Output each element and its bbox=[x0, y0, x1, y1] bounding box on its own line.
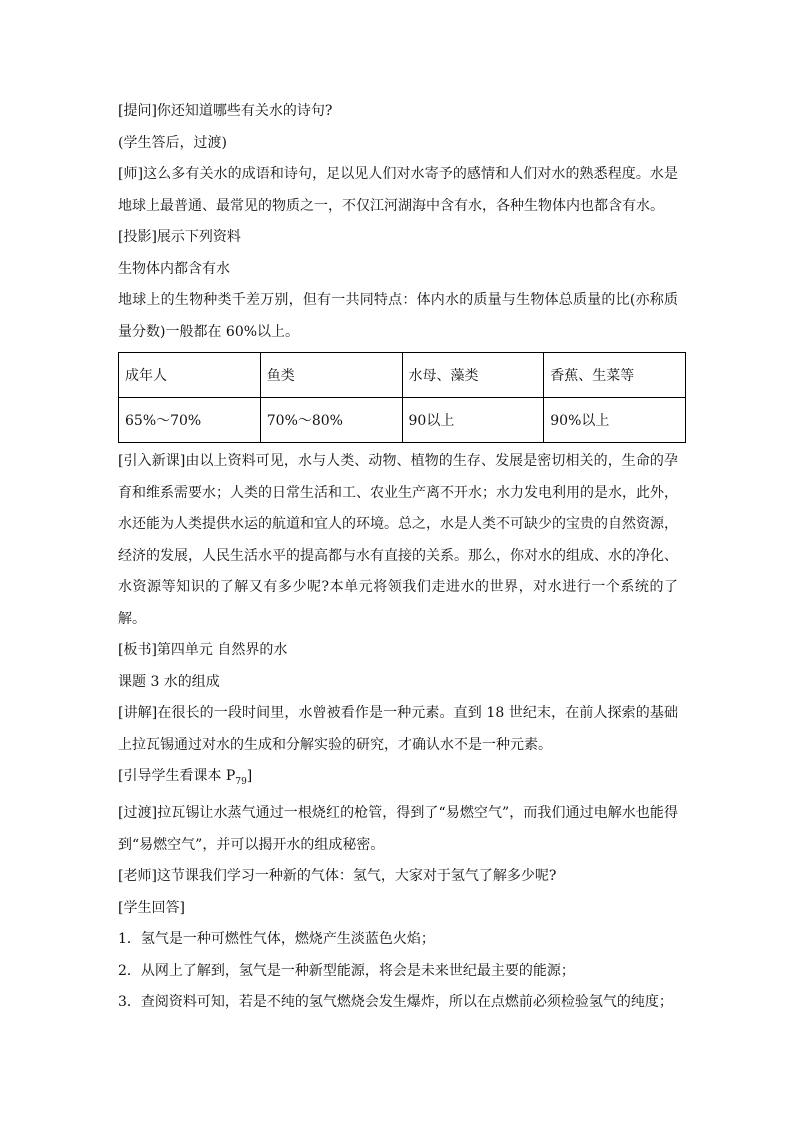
table-cell: 鱼类 bbox=[260, 353, 402, 398]
page-number: 79 bbox=[235, 776, 247, 787]
material-title: 生物体内都含有水 bbox=[118, 260, 230, 277]
answer-item-2: 2．从网上了解到，氢气是一种新型能源，将会是未来世纪最主要的能源； bbox=[118, 962, 575, 979]
student-answer-heading: [学生回答] bbox=[118, 899, 185, 916]
board-unit-title: [板书]第四单元 自然界的水 bbox=[118, 642, 288, 658]
document-body bbox=[118, 96, 688, 1019]
textbook-guide-text: [引导学生看课本 P bbox=[118, 768, 236, 784]
teacher-paragraph: [师]这么多有关水的成语和诗句，足以见人们对水寄予的感情和人们对水的熟悉程度。水是地球上最普通、最常见的物质之一，不仅江河湖海中含有水，各种生物体内也都含有水。 bbox=[118, 166, 678, 214]
teacher-question-line: [老师]这节课我们学习一种新的气体：氢气，大家对于氢气了解多少呢? bbox=[118, 868, 557, 885]
answer-item-1: 1．氢气是一种可燃性气体，燃烧产生淡蓝色火焰； bbox=[118, 931, 435, 948]
transition-note: (学生答后，过渡) bbox=[118, 134, 227, 151]
table-cell: 65%～70% bbox=[119, 398, 261, 443]
table-cell: 香蕉、生菜等 bbox=[544, 353, 686, 398]
table-cell: 水母、藻类 bbox=[402, 353, 544, 398]
textbook-guide-line bbox=[118, 761, 688, 798]
lesson-title: 课题 3 水的组成 bbox=[118, 673, 220, 690]
table-cell: 90以上 bbox=[402, 398, 544, 443]
lecture-paragraph: [讲解]在很长的一段时间里，水曾被看作是一种元素。直到 18 世纪末，在前人探索的基础上拉瓦锡通过对水的生成和分解实验的研究，才确认水不是一种元素。 bbox=[118, 705, 678, 753]
bracket-close: ] bbox=[246, 768, 253, 784]
question-line: [提问]你还知道哪些有关水的诗句? bbox=[118, 103, 333, 119]
answer-item-3: 3．查阅资料可知，若是不纯的氢气燃烧会发生爆炸，所以在点燃前必须检验氢气的纯度； bbox=[118, 994, 673, 1011]
transition-paragraph: [过渡]拉瓦锡让水蒸气通过一根烧红的枪管，得到了“易燃空气”，而我们通过电解水也能得到“易燃空气”，并可以揭开水的组成秘密。 bbox=[118, 805, 678, 853]
water-content-table bbox=[118, 352, 686, 443]
projection-line: [投影]展示下列资料 bbox=[118, 229, 241, 245]
table-value-row bbox=[119, 398, 686, 443]
table-header-row bbox=[119, 353, 686, 398]
intro-paragraph: [引入新课]由以上资料可见，水与人类、动物、植物的生存、发展是密切相关的，生命的孕育和维系需要水；人类的日常生活和工、农业生产离不开水；水力发电利用的是水，此外，水还能为人类提供水运的航道和宜人的环境。总之，水是人类不可缺少的宝贵的自然资源，经济的发展，人民生活水平的提高都与水有直接的关系。那么，你对水的组成、水的净化、水资源等知识的了解又有多少呢?本单元将领我们走进水的世界，对水进行一个系统的了解。 bbox=[118, 453, 678, 627]
table-cell: 90%以上 bbox=[544, 398, 686, 443]
table-cell: 70%～80% bbox=[260, 398, 402, 443]
material-paragraph: 地球上的生物种类千差万别，但有一共同特点：体内水的质量与生物体总质量的比(亦称质量分数)一般都在 60%以上。 bbox=[118, 292, 678, 340]
table-cell: 成年人 bbox=[119, 353, 261, 398]
